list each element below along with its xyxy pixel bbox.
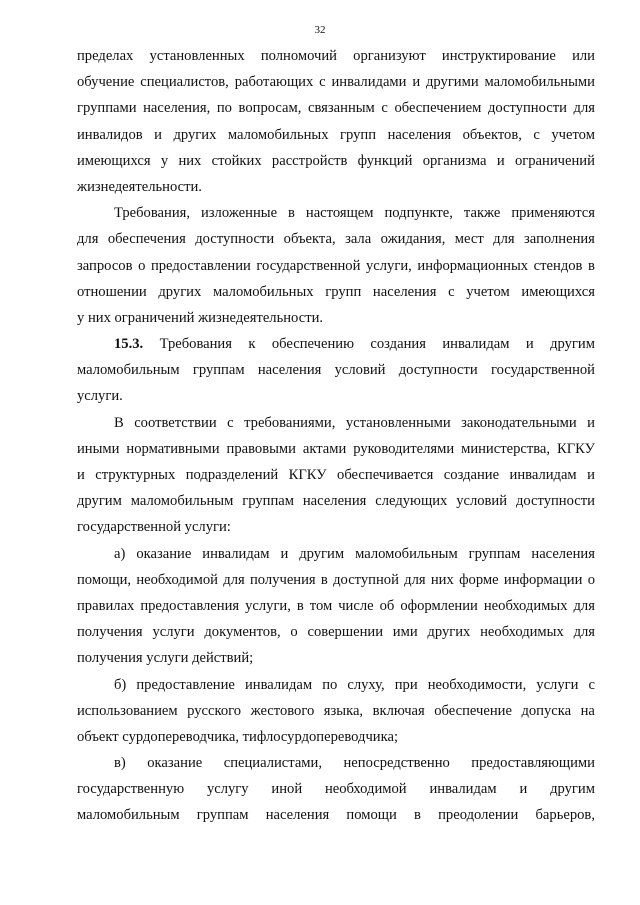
line-text: у них ограничений жизнедеятельности. xyxy=(77,309,324,326)
word: и xyxy=(519,781,528,798)
word: специалистами, xyxy=(223,755,323,772)
word: предоставления xyxy=(140,597,240,614)
word: группам xyxy=(192,362,245,379)
word: правовыми xyxy=(226,440,296,457)
word: по xyxy=(322,676,338,693)
text-line xyxy=(77,200,595,226)
word: включая xyxy=(372,702,425,719)
word: необходимости, xyxy=(427,676,527,693)
text-line xyxy=(77,567,595,593)
word: об xyxy=(379,597,395,614)
word: по xyxy=(216,100,232,117)
word: ожидания, xyxy=(380,231,446,248)
text-line xyxy=(77,43,595,69)
word: объектов, xyxy=(462,126,522,143)
word: с xyxy=(448,283,455,300)
word: необходимых xyxy=(483,597,568,614)
word: для xyxy=(223,571,245,588)
word: населения xyxy=(387,126,452,143)
word: предоставление xyxy=(136,676,235,693)
line-text: объект сурдопереводчика, тифлосурдопереводчика; xyxy=(77,728,398,745)
word: инвалидами xyxy=(331,74,407,91)
word: необходимых xyxy=(480,624,564,641)
word: полномочий xyxy=(260,48,337,64)
line-text: услуги. xyxy=(77,388,123,405)
word: подразделений xyxy=(185,467,279,483)
text-line xyxy=(77,462,595,488)
word: о xyxy=(290,624,298,641)
word: или xyxy=(572,48,595,64)
word: иной xyxy=(271,781,303,798)
text-line xyxy=(77,148,595,174)
word: обеспечения xyxy=(107,231,186,248)
word: услугу xyxy=(206,781,249,798)
text-line xyxy=(77,357,595,383)
word: услуги xyxy=(536,676,579,693)
word: населения xyxy=(257,362,322,379)
word: в xyxy=(414,807,421,824)
word: объекта, xyxy=(283,231,336,248)
word: подпункте, xyxy=(384,205,453,222)
word: русского xyxy=(187,702,242,719)
word: маломобильным xyxy=(130,493,234,510)
text-line xyxy=(77,514,595,540)
word: доступности xyxy=(515,493,595,510)
text-line xyxy=(77,383,595,409)
word: организуют xyxy=(353,48,426,64)
word: работающих xyxy=(234,74,314,91)
word: помощи xyxy=(346,807,397,824)
word: и xyxy=(280,545,289,562)
word: имеющихся xyxy=(77,152,151,169)
word: обучение xyxy=(77,74,135,91)
word: них xyxy=(178,152,202,169)
word: установленных xyxy=(149,48,245,64)
word: учетом xyxy=(466,283,510,300)
word: инвалидам xyxy=(244,676,313,693)
word: оказание xyxy=(147,755,203,772)
word: другим xyxy=(550,781,595,798)
word: жестового xyxy=(250,702,315,719)
text-line xyxy=(77,331,595,357)
word: населения, xyxy=(143,100,211,117)
word: населения xyxy=(302,493,367,510)
word: инвалидам xyxy=(442,336,510,353)
word: обеспечению xyxy=(271,336,354,353)
word: получения xyxy=(77,624,143,641)
word: расстройств xyxy=(271,152,348,169)
word: маломобильных xyxy=(212,283,314,300)
word: и xyxy=(77,467,85,483)
word: маломобильными xyxy=(484,74,595,91)
word: у xyxy=(160,152,169,169)
page-number: 32 xyxy=(314,24,326,36)
text-line xyxy=(77,305,595,331)
word: Требования, xyxy=(114,205,191,222)
word: вопросам, xyxy=(238,100,302,117)
word: услуги, xyxy=(245,597,291,614)
text-line xyxy=(77,174,595,200)
word: населения xyxy=(531,545,595,562)
word: маломобильным xyxy=(355,545,458,562)
word: информационных xyxy=(417,257,529,274)
word: них xyxy=(430,571,454,588)
word: применяются xyxy=(511,205,595,222)
section-number: 15.3. xyxy=(114,336,144,353)
word: Требования xyxy=(159,336,232,353)
word: и xyxy=(154,126,162,143)
word: числе xyxy=(338,597,374,614)
word: руководителями xyxy=(353,440,455,457)
word: к xyxy=(248,336,256,353)
text-line xyxy=(77,226,595,252)
word: в xyxy=(320,571,328,588)
text-line xyxy=(77,802,595,828)
word: а) xyxy=(114,545,126,562)
word: создание xyxy=(443,467,500,483)
word: доступности xyxy=(195,231,275,248)
word: групп xyxy=(340,126,377,143)
text-line xyxy=(77,619,595,645)
word: инвалидам xyxy=(509,467,577,483)
word: для xyxy=(573,624,595,641)
word: связанным xyxy=(308,100,375,117)
word: ограничений xyxy=(514,152,595,169)
word: и xyxy=(496,152,505,169)
word: барьеров, xyxy=(535,807,595,824)
word: требованиями, xyxy=(244,414,336,431)
word: другим xyxy=(77,493,122,510)
text-line xyxy=(77,69,595,95)
word: б) xyxy=(114,676,127,693)
word: для xyxy=(77,231,99,248)
word: в xyxy=(296,597,304,614)
word: мест xyxy=(454,231,484,248)
body-text xyxy=(77,43,595,829)
word: маломобильным xyxy=(77,807,180,824)
word: другим xyxy=(550,336,595,353)
word: информации xyxy=(503,571,583,588)
word: маломобильных xyxy=(227,126,329,143)
word: для xyxy=(404,571,426,588)
word: министерства, xyxy=(461,440,551,457)
word: имеющихся xyxy=(521,283,595,300)
word: оказание xyxy=(136,545,192,562)
word: условий xyxy=(456,493,508,510)
word: структурных xyxy=(95,467,176,483)
word: другим xyxy=(299,545,345,562)
word: другими xyxy=(426,74,479,91)
word: о xyxy=(138,257,146,274)
text-line xyxy=(77,95,595,121)
word: необходимой xyxy=(136,571,218,588)
word: с xyxy=(533,126,540,143)
word: доступной xyxy=(333,571,399,588)
word: установленными xyxy=(345,414,451,431)
word: заполнения xyxy=(524,231,595,248)
word: непосредственно xyxy=(343,755,450,772)
word: групп xyxy=(325,283,362,300)
word: с xyxy=(588,676,595,693)
word: В xyxy=(114,414,124,431)
word: актами xyxy=(302,440,347,457)
line-text: государственной услуги: xyxy=(77,519,231,536)
word: и xyxy=(587,467,595,483)
word: соответствии xyxy=(134,414,217,431)
word: организма xyxy=(422,152,487,169)
word: услуги xyxy=(152,624,195,641)
word: населения xyxy=(265,807,330,824)
text-line xyxy=(77,541,595,567)
word: том xyxy=(309,597,333,614)
word: слуху, xyxy=(347,676,385,693)
word: и xyxy=(525,336,534,353)
word: правилах xyxy=(77,597,135,614)
word: обеспечение xyxy=(434,702,512,719)
word: условий xyxy=(334,362,386,379)
word: помощи, xyxy=(77,571,132,588)
word: создания xyxy=(370,336,426,353)
word: стойких xyxy=(211,152,262,169)
word: специалистов, xyxy=(140,74,229,91)
word: КГКУ xyxy=(288,467,327,483)
word: с xyxy=(319,74,326,91)
word: группами xyxy=(77,100,137,117)
word: запросов xyxy=(77,257,133,274)
word: нормативными xyxy=(126,440,220,457)
word: населения xyxy=(372,283,437,300)
word: инструктирование xyxy=(441,48,556,64)
word: группам xyxy=(196,807,249,824)
word: функций xyxy=(357,152,413,169)
word: с xyxy=(381,100,388,117)
word: инвалидов xyxy=(77,126,143,143)
text-line xyxy=(77,488,595,514)
word: других xyxy=(173,126,217,143)
word: маломобильным xyxy=(77,362,180,379)
text-line xyxy=(77,672,595,698)
word: при xyxy=(394,676,418,693)
word: пределах xyxy=(77,48,134,64)
word: с xyxy=(227,414,234,431)
word: зала xyxy=(345,231,372,248)
word: обеспечением xyxy=(394,100,482,117)
text-line xyxy=(77,410,595,436)
word: использованием xyxy=(77,702,178,719)
word: других xyxy=(427,624,471,641)
word: также xyxy=(463,205,501,222)
word: учетом xyxy=(551,126,595,143)
text-line xyxy=(77,279,595,305)
text-line xyxy=(77,645,595,671)
word: иными xyxy=(77,440,120,457)
word: языка, xyxy=(323,702,364,719)
word: ими xyxy=(392,624,418,641)
text-line xyxy=(77,698,595,724)
word: и xyxy=(587,414,595,431)
text-line xyxy=(77,776,595,802)
word: законодательными xyxy=(461,414,577,431)
text-line xyxy=(77,122,595,148)
word: следующих xyxy=(375,493,448,510)
word: обеспечивается xyxy=(337,467,434,483)
word: других xyxy=(158,283,202,300)
word: услуги, xyxy=(366,257,412,274)
word: на xyxy=(580,702,595,719)
text-line xyxy=(77,724,595,750)
word: инвалидам xyxy=(429,781,497,798)
word: стендов xyxy=(533,257,583,274)
word: доступности xyxy=(398,362,478,379)
word: изложенные xyxy=(200,205,278,222)
word: для xyxy=(573,100,595,117)
word: совершении xyxy=(307,624,383,641)
word: предоставлении xyxy=(150,257,251,274)
text-line xyxy=(77,436,595,462)
word: государственной xyxy=(256,257,361,274)
word: государственной xyxy=(490,362,595,379)
word: для xyxy=(573,597,595,614)
text-line xyxy=(77,253,595,279)
word: группам xyxy=(242,493,294,510)
line-text: получения услуги действий; xyxy=(77,650,254,667)
word: отношении xyxy=(77,283,147,300)
word: настоящем xyxy=(305,205,374,222)
word: КГКУ xyxy=(557,440,595,457)
word: форме xyxy=(459,571,499,588)
word: группам xyxy=(468,545,521,562)
word: о xyxy=(587,571,595,588)
line-text: жизнедеятельности. xyxy=(77,178,202,195)
word: допуска xyxy=(521,702,572,719)
word: получения xyxy=(249,571,316,588)
word: необходимой xyxy=(324,781,407,798)
word: предоставляющими xyxy=(471,755,595,772)
text-line xyxy=(77,750,595,776)
text-line xyxy=(77,593,595,619)
word: оформлении xyxy=(400,597,478,614)
word: инвалидам xyxy=(202,545,270,562)
word: государственную xyxy=(77,781,185,798)
word: преодолении xyxy=(438,807,519,824)
word: в xyxy=(288,205,295,222)
word: в) xyxy=(114,755,126,772)
word: и xyxy=(412,74,421,91)
word: в xyxy=(588,257,595,274)
word: документов, xyxy=(204,624,281,641)
word: для xyxy=(493,231,515,248)
word: доступности xyxy=(487,100,567,117)
